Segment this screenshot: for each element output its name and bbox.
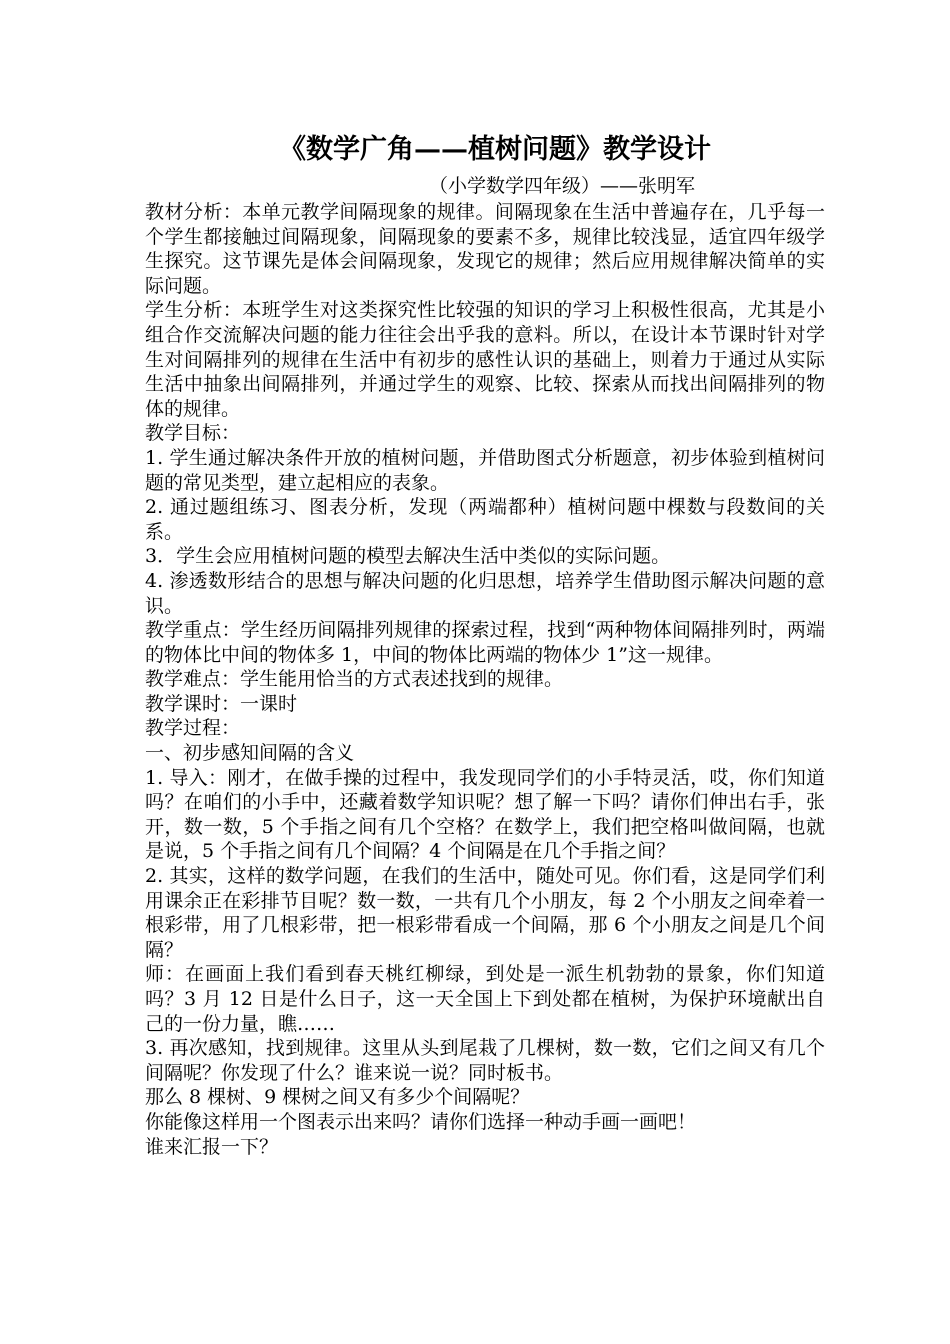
paragraph-question-trees: 那么 8 棵树、9 棵树之间又有多少个间隔呢？	[145, 1086, 530, 1109]
paragraph-objective-1: 1. 学生通过解决条件开放的植树问题，并借助图式分析题意，初步体验到植树问题的常见类型，建立起相应的表象。	[145, 446, 825, 494]
paragraph-objective-2: 2. 通过题组练习、图表分析，发现（两端都种）植树问题中棵数与段数间的关系。	[145, 496, 825, 543]
document-page	[145, 128, 825, 1159]
document-body	[145, 200, 825, 1159]
paragraph-student-analysis: 学生分析：本班学生对这类探究性比较强的知识的学习上积极性很高，尤其是小组合作交流解决问题的能力往往会出乎我的意料。所以，在设计本节课时针对学生对间隔排列的规律在生活中有初步的感性认识的基础上，则着力于通过从实际生活中抽象出间隔排列，并通过学生的观察、比较、探索从而找出间隔排列的物体的规律。	[145, 299, 825, 420]
paragraph-section-1-heading: 一、初步感知间隔的含义	[145, 742, 355, 765]
paragraph-draw-prompt: 你能像这样用一个图表示出来吗？请你们选择一种动手画一画吧！	[145, 1110, 697, 1133]
paragraph-process-heading: 教学过程：	[145, 717, 241, 740]
paragraph-key-point: 教学重点：学生经历间隔排列规律的探索过程，找到“两种物体间隔排列时，两端的物体比中间的物体多 1，中间的物体比两端的物体少 1”这一规律。	[145, 619, 825, 666]
paragraph-objectives-heading: 教学目标：	[145, 422, 241, 445]
paragraph-step-1: 1. 导入：刚才，在做手操的过程中，我发现同学们的小手特灵活，哎，你们知道吗？在咱们的小手中，还藏着数学知识呢？想了解一下吗？请你们伸出右手，张开，数一数，5 个手指之间有几个空格？在数学上，我们把空格叫做间隔，也就是说，5 个手指之间有几个间隔？4 个间隔是在几个手指之间？	[145, 766, 825, 863]
paragraph-objective-4: 4. 渗透数形结合的思想与解决问题的化归思想，培养学生借助图示解决问题的意识。	[145, 569, 825, 617]
paragraph-step-3: 3. 再次感知，找到规律。这里从头到尾栽了几棵树，数一数，它们之间又有几个间隔呢？你发现了什么？谁来说一说？同时板书。	[145, 1037, 825, 1084]
document-subtitle: （小学数学四年级）——张明军	[428, 175, 695, 197]
paragraph-difficulty: 教学难点：学生能用恰当的方式表述找到的规律。	[145, 668, 564, 691]
document-title: 《数学广角——植树问题》教学设计	[279, 134, 711, 165]
paragraph-step-2: 2. 其实，这样的数学问题，在我们的生活中，随处可见。你们看，这是同学们利用课余正在彩排节目呢？数一数，一共有几个小朋友，每 2 个小朋友之间牵着一根彩带，用了几根彩带，把一根彩带看成一个间隔，那 6 个小朋友之间是几个间隔？	[145, 865, 825, 961]
paragraph-report: 谁来汇报一下？	[145, 1135, 279, 1158]
paragraph-teacher: 师：在画面上我们看到春天桃红柳绿，到处是一派生机勃勃的景象，你们知道吗？3 月 12 日是什么日子，这一天全国上下到处都在植树，为保护环境献出自己的一份力量，瞧……	[145, 963, 825, 1035]
paragraph-class-hours: 教学课时：一课时	[145, 692, 298, 715]
paragraph-objective-3: 3．学生会应用植树问题的模型去解决生活中类似的实际问题。	[145, 545, 671, 568]
paragraph-textbook-analysis: 教材分析：本单元教学间隔现象的规律。间隔现象在生活中普遍存在，几乎每一个学生都接触过间隔现象，间隔现象的要素不多，规律比较浅显，适宜四年级学生探究。这节课先是体会间隔现象，发现它的规律；然后应用规律解决简单的实际问题。	[145, 201, 825, 297]
